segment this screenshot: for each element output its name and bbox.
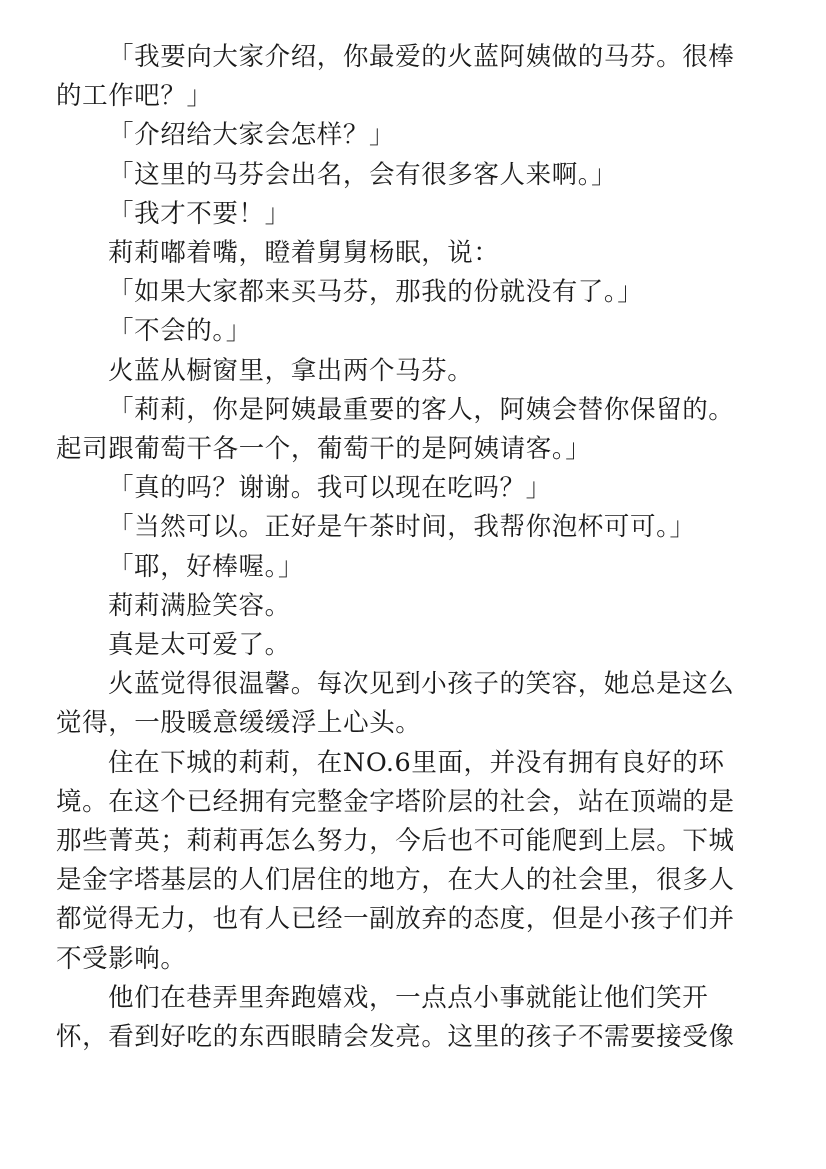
paragraph: 「不会的。」 [108, 316, 252, 347]
paragraph: 火蓝从橱窗里，拿出两个马芬。 [108, 355, 474, 386]
paragraph: 住在下城的莉莉，在NO.6里面，并没有拥有良好的环境。在这个已经拥有完整金字塔阶层的社会，站在顶端的是那些菁英；莉莉再怎么努力，今后也不可能爬到上层。下城是金字塔基层的人们居住的地方，在大人的社会里，很多人都觉得无力，也有人已经一副放弃的态度，但是小孩子们并不受影响。 [56, 747, 735, 974]
paragraph: 「我要向大家介绍，你最爱的火蓝阿姨做的马芬。很棒的工作吧？」 [56, 42, 735, 112]
paragraph: 火蓝觉得很温馨。每次见到小孩子的笑容，她总是这么觉得，一股暖意缓缓浮上心头。 [56, 669, 735, 739]
paragraph: 「耶，好棒喔。」 [108, 551, 305, 582]
paragraph: 「介绍给大家会怎样？」 [108, 120, 396, 151]
paragraph: 「这里的马芬会出名，会有很多客人来啊。」 [108, 159, 618, 190]
paragraph: 莉莉满脸笑容。 [108, 590, 291, 621]
paragraph: 「当然可以。正好是午茶时间，我帮你泡杯可可。」 [108, 512, 696, 543]
paragraph: 莉莉嘟着嘴，瞪着舅舅杨眠，说： [108, 238, 500, 269]
page-text-block [56, 38, 756, 1057]
paragraph: 真是太可爱了。 [108, 630, 291, 661]
paragraph: 「如果大家都来买马芬，那我的份就没有了。」 [108, 277, 644, 308]
paragraph: 「莉莉，你是阿姨最重要的客人，阿姨会替你保留的。起司跟葡萄干各一个，葡萄干的是阿姨请客。」 [56, 394, 735, 465]
paragraph: 「我才不要！」 [108, 198, 291, 229]
paragraph: 他们在巷弄里奔跑嬉戏，一点点小事就能让他们笑开怀，看到好吃的东西眼睛会发亮。这里的孩子不需要接受像 [56, 982, 735, 1053]
paragraph: 「真的吗？谢谢。我可以现在吃吗？」 [108, 473, 552, 504]
